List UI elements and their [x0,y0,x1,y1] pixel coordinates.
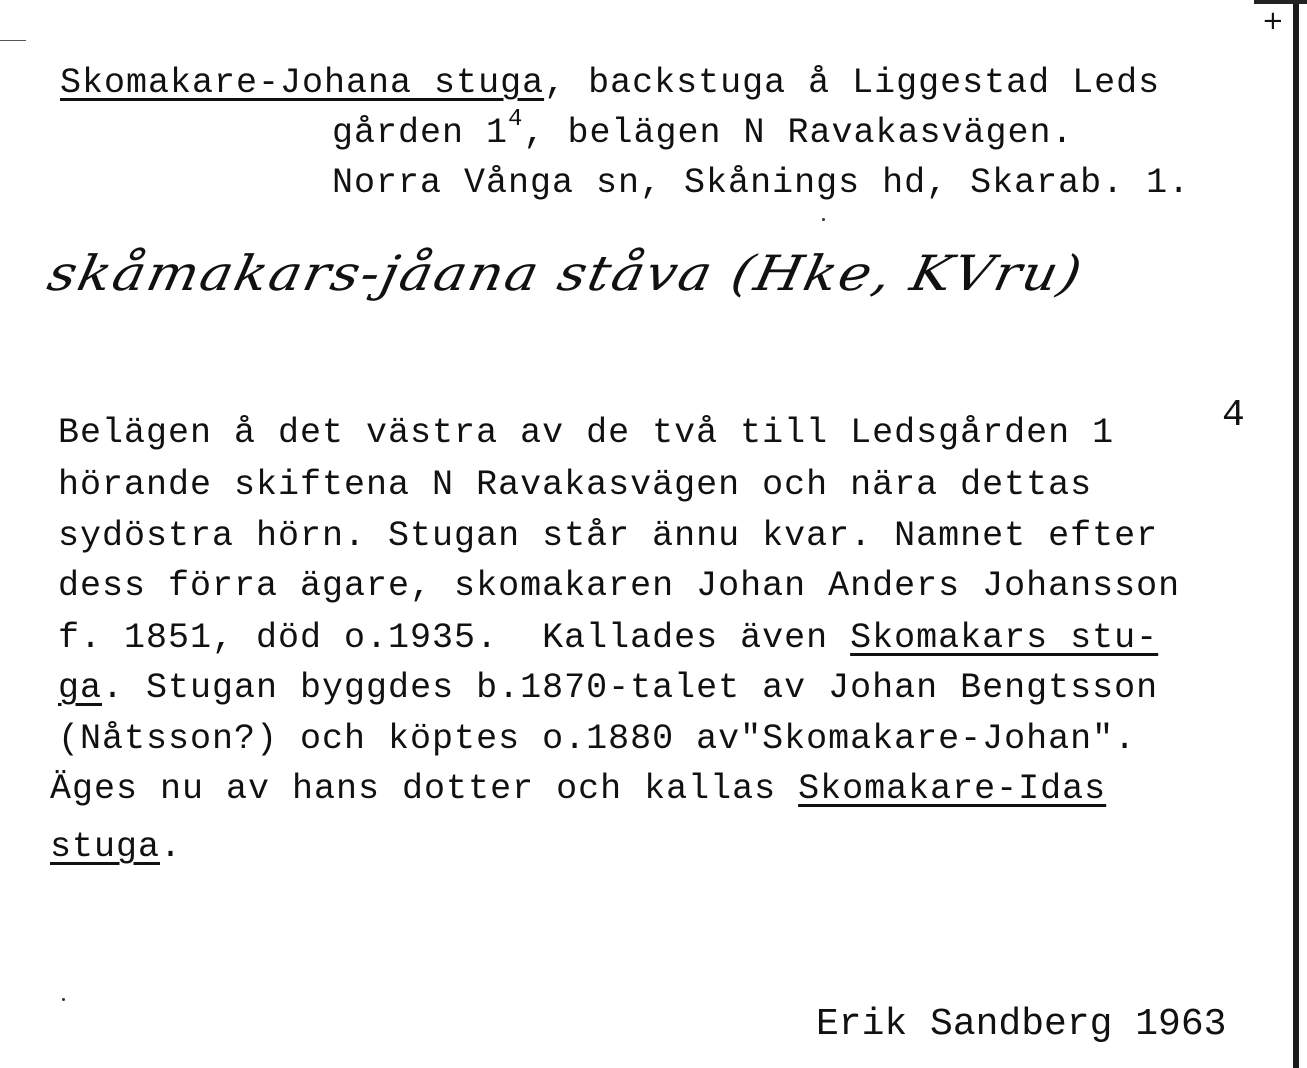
alt-name-1-end: ga [58,668,103,708]
header-superscript: 4 [508,106,524,133]
body-line-8-pre: Äges nu av hans dotter och kallas [50,769,799,809]
header-line-1 [60,63,1161,103]
body-line-8 [50,769,1107,809]
header-line-2-post: , belägen N Ravakasvägen. [523,113,1074,153]
alt-name-2-end: stuga [50,827,161,867]
body-line-5 [58,618,1159,658]
body-line-7: (Nåtsson?) och köptes o.1880 av"Skomakare-Johan". [58,719,1137,759]
header-line-1-rest: , backstuga å Liggestad Leds [544,63,1161,103]
body-line-3: sydöstra hörn. Stugan står ännu kvar. Namnet efter [58,516,1159,556]
body-line-9 [50,827,183,867]
alt-name-2: Skomakare-Idas [798,769,1107,809]
handwritten-pronunciation: skåmakars-jåana ståva (Hke, KVru) [42,245,1089,302]
header-line-2 [332,106,1074,153]
body-line-6-post: . Stugan byggdes b.1870-talet av Johan Bengtsson [102,668,1159,708]
place-name-title: Skomakare-Johana stuga [60,63,545,103]
body-line-9-post: . [160,827,183,867]
header-line-3: Norra Vånga sn, Skånings hd, Skarab. 1. [332,163,1191,203]
header-line-2-pre: gården 1 [332,113,509,153]
body-line-6 [58,668,1159,708]
speck [822,218,825,221]
margin-tick [0,40,26,41]
signature: Erik Sandberg 1963 [816,1003,1227,1046]
card-edge-top [1254,0,1307,4]
corner-plus-mark: + [1262,6,1284,36]
body-line-1: Belägen å det västra av de två till Ledsgården 1 [58,413,1115,453]
body-line-2: hörande skiftena N Ravakasvägen och nära dettas [58,465,1093,505]
alt-name-1: Skomakars stu- [850,618,1159,658]
body-line-5-pre: f. 1851, död o.1935. Kallades även [58,618,851,658]
body-line-4: dess förra ägare, skomakaren Johan Anders Johansson [58,566,1181,606]
card-edge-right [1293,0,1299,1068]
body-superscript: 4 [1222,394,1245,437]
speck [62,998,65,1001]
